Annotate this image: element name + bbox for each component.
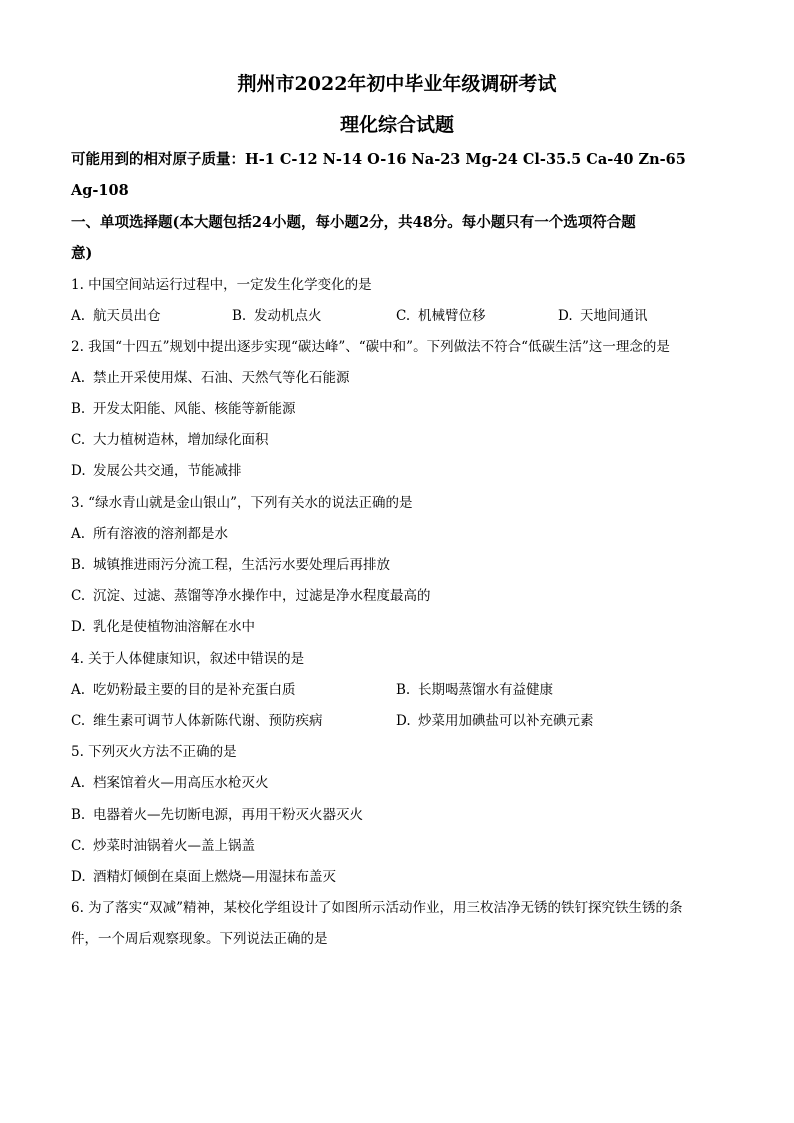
question-3-option-b (71, 556, 390, 574)
option-text: 长期喝蒸馏水有益健康 (418, 682, 553, 698)
exam-title: 荆州市2022年初中毕业年级调研考试 (237, 73, 557, 95)
option-label: B. (71, 401, 86, 417)
section-heading-line-2: 意) (71, 245, 93, 262)
option-label: C. (396, 308, 411, 324)
option-label: D. (71, 463, 86, 479)
option-label: C. (71, 432, 86, 448)
option-label: B. (71, 807, 86, 823)
option-text: 电器着火—先切断电源，再用干粉灭火器灭火 (93, 807, 363, 823)
option-text: 沉淀、过滤、蒸馏等净水操作中，过滤是净水程度最高的 (93, 588, 431, 604)
atomic-mass-line-1: 可能用到的相对原子质量：H-1 C-12 N-14 O-16 Na-23 Mg-24 Cl-35.5 Ca-40 Zn-65 (71, 151, 686, 168)
question-1-option-d (558, 307, 648, 325)
question-6-stem-line-2: 件，一个周后观察现象。下列说法正确的是 (71, 931, 328, 947)
option-text: 开发太阳能、风能、核能等新能源 (93, 401, 296, 417)
option-label: A. (71, 370, 86, 386)
option-text: 城镇推进雨污分流工程，生活污水要处理后再排放 (93, 557, 390, 573)
option-text: 禁止开采使用煤、石油、天然气等化石能源 (93, 370, 350, 386)
atomic-mass-line-2: Ag-108 (71, 182, 129, 199)
question-4-option-a (71, 681, 296, 699)
option-text: 档案馆着火—用高压水枪灭火 (93, 775, 269, 791)
option-label: C. (71, 713, 86, 729)
option-label: A. (71, 308, 86, 324)
option-text: 吃奶粉最主要的目的是补充蛋白质 (93, 682, 296, 698)
option-label: C. (71, 838, 86, 854)
option-text: 发展公共交通，节能减排 (93, 463, 242, 479)
question-3-option-a (71, 525, 228, 543)
option-text: 机械臂位移 (418, 308, 486, 324)
option-label: A. (71, 526, 86, 542)
option-label: D. (558, 308, 573, 324)
question-1-option-a (71, 307, 161, 325)
question-5-option-d (71, 868, 336, 886)
question-5-option-a (71, 774, 269, 792)
question-2-option-c (71, 431, 269, 449)
option-label: C. (71, 588, 86, 604)
question-1-option-c (396, 307, 486, 325)
option-text: 所有溶液的溶剂都是水 (93, 526, 228, 542)
option-text: 炒菜用加碘盐可以补充碘元素 (418, 713, 594, 729)
option-text: 炒菜时油锅着火—盖上锅盖 (93, 838, 255, 854)
option-label: B. (232, 308, 247, 324)
question-1-stem: 1. 中国空间站运行过程中，一定发生化学变化的是 (71, 277, 372, 293)
question-4-option-c (71, 712, 323, 730)
option-label: A. (71, 682, 86, 698)
question-2-option-b (71, 400, 296, 418)
option-label: D. (71, 869, 86, 885)
option-label: A. (71, 775, 86, 791)
question-3-option-c (71, 587, 431, 605)
question-1-option-b (232, 307, 322, 325)
question-5-option-b (71, 806, 363, 824)
question-5-stem: 5. 下列灭火方法不正确的是 (71, 744, 237, 760)
question-4-stem: 4. 关于人体健康知识，叙述中错误的是 (71, 651, 305, 667)
option-label: B. (396, 682, 411, 698)
option-text: 酒精灯倾倒在桌面上燃烧—用湿抹布盖灭 (93, 869, 336, 885)
option-label: D. (71, 619, 86, 635)
section-heading-line-1: 一、单项选择题(本大题包括24小题，每小题2分，共48分。每小题只有一个选项符合题 (71, 214, 636, 231)
question-3-option-d (71, 618, 255, 636)
question-2-option-d (71, 462, 242, 480)
option-text: 大力植树造林，增加绿化面积 (93, 432, 269, 448)
question-5-option-c (71, 837, 255, 855)
option-label: B. (71, 557, 86, 573)
option-text: 乳化是使植物油溶解在水中 (93, 619, 255, 635)
exam-subtitle: 理化综合试题 (339, 114, 454, 136)
option-label: D. (396, 713, 411, 729)
question-2-stem: 2. 我国“十四五”规划中提出逐步实现“碳达峰”、“碳中和”。下列做法不符合“低碳生活”这一理念的是 (71, 339, 670, 355)
option-text: 航天员出仓 (93, 308, 161, 324)
question-4-option-d (396, 712, 594, 730)
option-text: 天地间通讯 (580, 308, 648, 324)
question-2-option-a (71, 369, 350, 387)
option-text: 维生素可调节人体新陈代谢、预防疾病 (93, 713, 323, 729)
question-6-stem-line-1: 6. 为了落实“双减”精神，某校化学组设计了如图所示活动作业，用三枚洁净无锈的铁钉探究铁生锈的条 (71, 900, 683, 916)
question-3-stem: 3. “绿水青山就是金山银山”，下列有关水的说法正确的是 (71, 495, 413, 511)
option-text: 发动机点火 (254, 308, 322, 324)
question-4-option-b (396, 681, 553, 699)
